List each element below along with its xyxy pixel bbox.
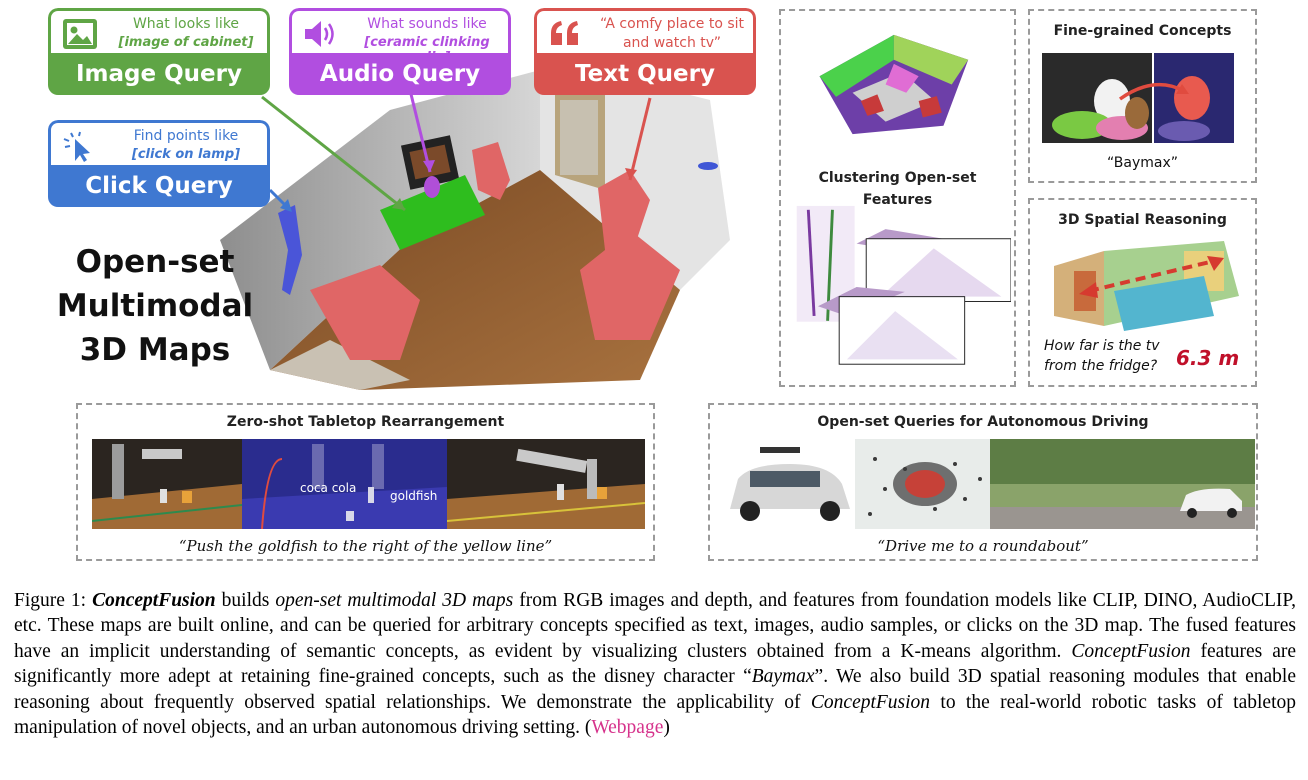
driving-pointcloud	[855, 439, 990, 529]
clustering-panel	[779, 9, 1016, 387]
audio-query-line2: [ceramic clinking audio]	[364, 35, 490, 65]
click-query-line1: Find points like	[133, 128, 239, 144]
audio-query-line1: What sounds like	[367, 16, 487, 32]
quote-icon	[547, 17, 585, 51]
baymax-arrow	[1114, 75, 1194, 105]
main-title-line: Open-set	[75, 244, 235, 280]
image-query-line1: What looks like	[132, 16, 240, 32]
method-name: ConceptFusion	[92, 590, 216, 611]
click-query-header	[48, 120, 270, 165]
clustered-room-image	[803, 17, 993, 152]
spatial-title: 3D Spatial Reasoning	[1058, 212, 1227, 228]
cursor-click-icon	[61, 129, 99, 163]
method-name: ConceptFusion	[1071, 640, 1191, 662]
text-query-header	[534, 8, 756, 53]
main-title-line: 3D Maps	[79, 332, 231, 368]
tabletop-caption: “Push the goldfish to the right of the yellow line”	[178, 537, 553, 555]
driving-title: Open-set Queries for Autonomous Driving	[817, 414, 1149, 430]
tabletop-title: Zero-shot Tabletop Rearrangement	[226, 414, 505, 430]
tabletop-label-coca-cola: coca cola	[300, 481, 357, 495]
spatial-question-1: How far is the tv	[1044, 338, 1160, 354]
spatial-reasoning-panel	[1028, 198, 1257, 387]
caption-emphasis: open-set multimodal 3D maps	[275, 590, 514, 611]
click-query-title: Click Query	[48, 165, 270, 207]
audio-query-title: Audio Query	[289, 53, 511, 95]
clustered-pointcloud-image	[789, 197, 1011, 377]
driving-caption: “Drive me to a roundabout”	[877, 537, 1089, 555]
method-name: ConceptFusion	[810, 691, 931, 713]
caption-text: )	[663, 717, 670, 739]
click-query-line2: [click on lamp]	[131, 147, 241, 162]
caption-text: to the real-world robotic tasks of tabletop manipulation of novel objects, and an urban autonomous driving setting. (	[14, 691, 1296, 739]
caption-text: features are significantly more adept at retaining fine-grained concepts, such as the disney character “	[14, 640, 1296, 688]
driving-car-photo	[720, 439, 855, 529]
audio-query-card	[289, 8, 511, 95]
figure-label: Figure 1:	[14, 590, 87, 611]
caption-emphasis: Baymax	[751, 666, 815, 688]
clustering-title: Clustering Open-set Features	[818, 170, 977, 208]
text-query-line2: and watch tv”	[622, 35, 722, 51]
image-icon	[61, 17, 99, 51]
spatial-question-2: from the fridge?	[1044, 358, 1158, 374]
click-query-card	[48, 120, 270, 207]
figure-caption	[14, 588, 1296, 740]
caption-text: from RGB images and depth, and features from foundation models like CLIP, DINO, AudioCLIP, etc. These maps are built online, and can be queried for arbitrary concepts specified as text, images, audio samples, or clicks on the 3D map. The fused features have an implicit understanding of semantic concepts, as evident by visualizing clusters obtained from a K-means algorithm.	[14, 590, 1296, 662]
spatial-answer: 6.3 m	[1176, 346, 1240, 370]
tabletop-label-goldfish: goldfish	[390, 489, 438, 503]
tabletop-frame-1	[92, 439, 242, 529]
image-query-line2: [image of cabinet]	[118, 35, 254, 50]
fine-grained-title: Fine-grained Concepts	[1053, 23, 1232, 39]
caption-text: ”. We also build 3D spatial reasoning modules that enable reasoning about frequently observed spatial relationships. We demonstrate the applicability of	[14, 666, 1297, 713]
text-query-line1: “A comfy place to sit	[599, 16, 745, 32]
speaker-icon	[302, 17, 340, 51]
caption-text: builds	[215, 590, 276, 611]
main-title-line: Multimodal	[56, 288, 254, 324]
fine-grained-panel	[1028, 9, 1257, 183]
text-query-card	[534, 8, 756, 95]
fine-grained-caption: “Baymax”	[1106, 155, 1179, 171]
driving-street-photo	[990, 439, 1255, 529]
image-query-card	[48, 8, 270, 95]
image-query-header	[48, 8, 270, 53]
image-query-title: Image Query	[48, 53, 270, 95]
driving-panel	[708, 403, 1258, 561]
tabletop-frame-3	[447, 439, 645, 529]
tabletop-panel	[76, 403, 655, 561]
spatial-pointcloud-image	[1044, 236, 1244, 336]
main-title	[40, 240, 270, 372]
webpage-link[interactable]: Webpage	[591, 717, 664, 739]
audio-query-header	[289, 8, 511, 65]
text-query-title: Text Query	[534, 53, 756, 95]
